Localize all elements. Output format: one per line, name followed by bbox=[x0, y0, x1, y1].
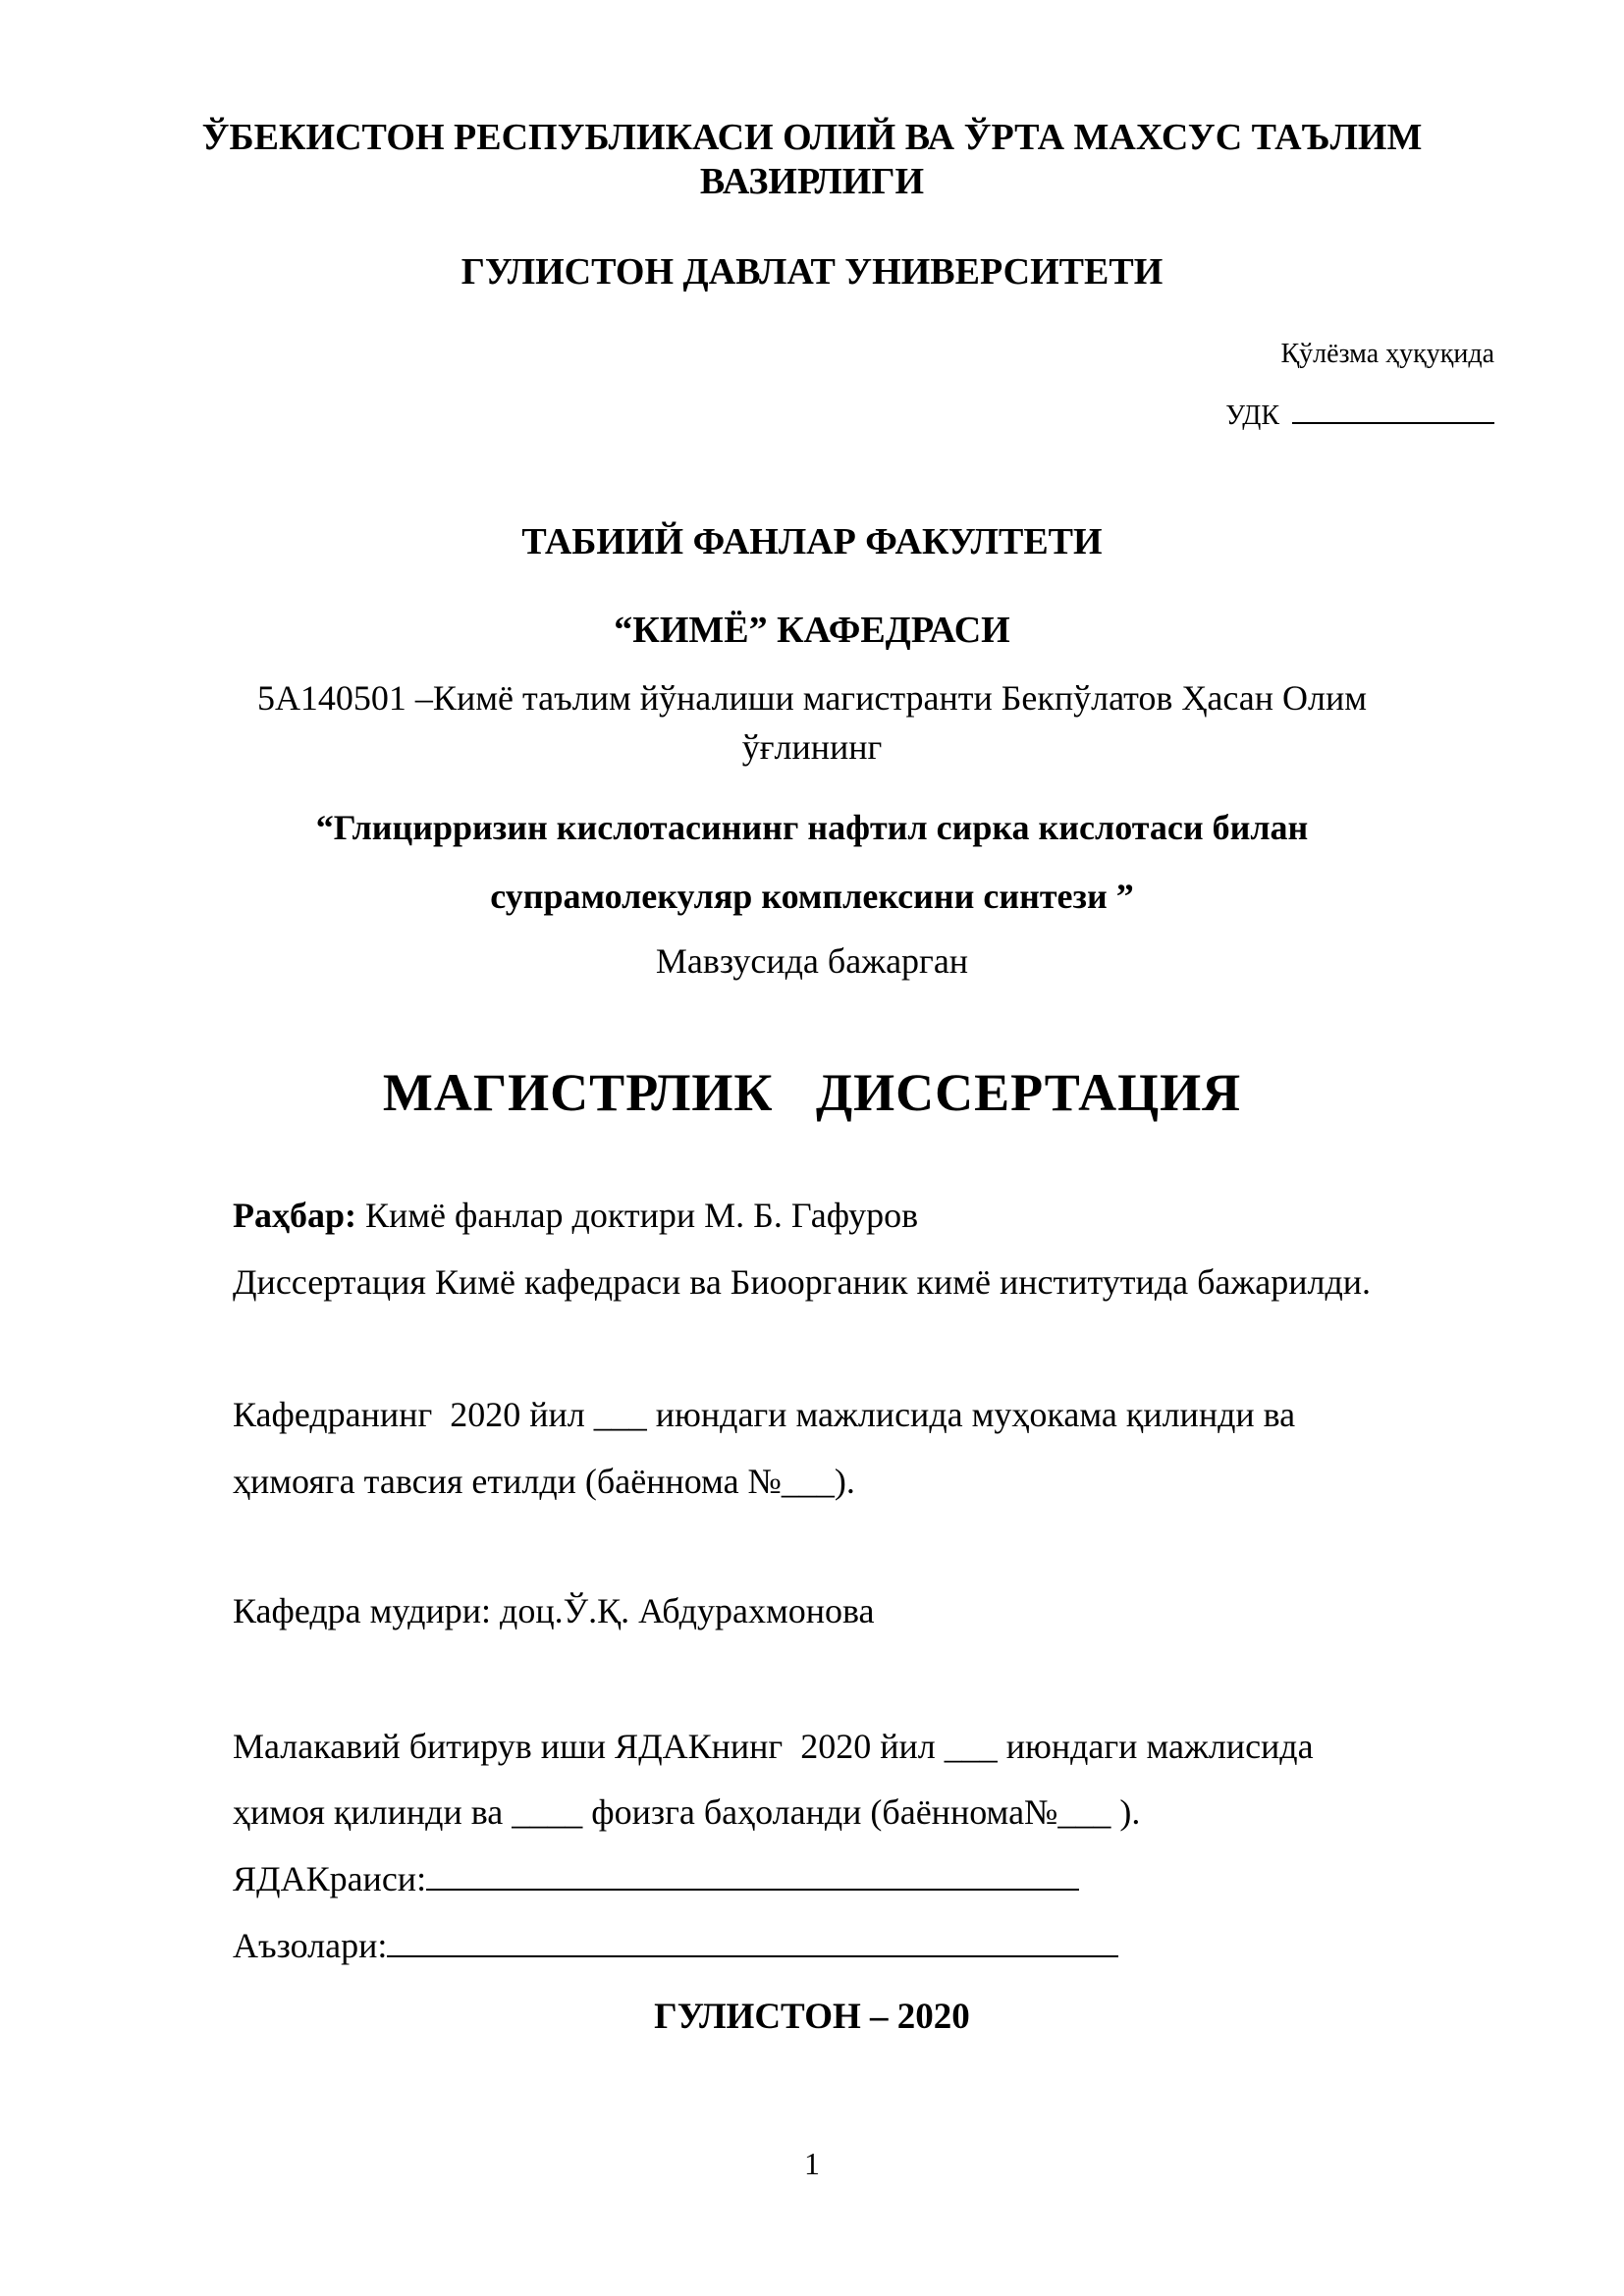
commission-chair-blank-line bbox=[426, 1887, 1079, 1891]
topic-line1: “Глицирризин кислотасининг нафтил сирка кислотаси билан bbox=[315, 808, 1309, 847]
page-number: 1 bbox=[804, 2146, 820, 2181]
supervisor-value: Кимё фанлар доктири М. Б. Гафуров bbox=[356, 1196, 919, 1235]
udk-label: УДК bbox=[1225, 400, 1279, 431]
topic-line2: супрамолекуляр комплексини синтези ” bbox=[490, 877, 1134, 916]
dept-meeting-line2: ҳимояга тавсия етилди (баённома №___). bbox=[233, 1462, 855, 1501]
defense-line2: ҳимоя қилинди ва ____ фоизга баҳоланди (баённома№___ ). bbox=[233, 1792, 1141, 1832]
topic-note: Мавзусида бажарган bbox=[655, 941, 969, 981]
manuscript-note: Қўлёзма ҳуқуқида bbox=[1280, 339, 1494, 369]
ministry-title-line1: ЎБЕКИСТОН РЕСПУБЛИКАСИ ОЛИЙ ВА ЎРТА МАХСУС ТАЪЛИМ bbox=[201, 117, 1423, 158]
student-line2: ўғлининг bbox=[741, 727, 883, 767]
defense-line1: Малакавий битирув иши ЯДАКнинг 2020 йил ___ июндаги мажлисида bbox=[233, 1727, 1314, 1766]
head-of-department: Кафедра мудири: доц.Ў.Қ. Абдурахмонова bbox=[233, 1591, 875, 1630]
commission-members-field bbox=[233, 1925, 1118, 1966]
dept-meeting-line1: Кафедранинг 2020 йил ___ июндаги мажлисида муҳокама қилинди ва bbox=[233, 1395, 1296, 1434]
ministry-title-line2: ВАЗИРЛИГИ bbox=[699, 161, 925, 202]
commission-chair-label: ЯДАКраиси: bbox=[233, 1859, 427, 1898]
document-title: МАГИСТРЛИК ДИССЕРТАЦИЯ bbox=[382, 1063, 1242, 1122]
student-line1: 5A140501 –Кимё таълим йўналиши магистранти Бекпўлатов Ҳасан Олим bbox=[256, 678, 1368, 718]
completed-at-line: Диссертация Кимё кафедраси ва Биоорганик кимё институтида бажарилди. bbox=[233, 1262, 1372, 1302]
commission-members-blank-line bbox=[387, 1953, 1118, 1957]
supervisor-label: Раҳбар: bbox=[233, 1196, 356, 1235]
city-year: ГУЛИСТОН – 2020 bbox=[654, 1997, 970, 2037]
udk-blank-line bbox=[1292, 420, 1494, 424]
commission-chair-field bbox=[233, 1858, 1079, 1899]
department-name: “КИМЁ” КАФЕДРАСИ bbox=[614, 610, 1010, 651]
faculty-name: ТАБИИЙ ФАНЛАР ФАКУЛТЕТИ bbox=[521, 521, 1103, 562]
university-name: ГУЛИСТОН ДАВЛАТ УНИВЕРСИТЕТИ bbox=[460, 251, 1164, 293]
commission-members-label: Аъзолари: bbox=[233, 1926, 388, 1965]
supervisor-line bbox=[233, 1195, 918, 1236]
udk-field bbox=[1225, 400, 1494, 432]
